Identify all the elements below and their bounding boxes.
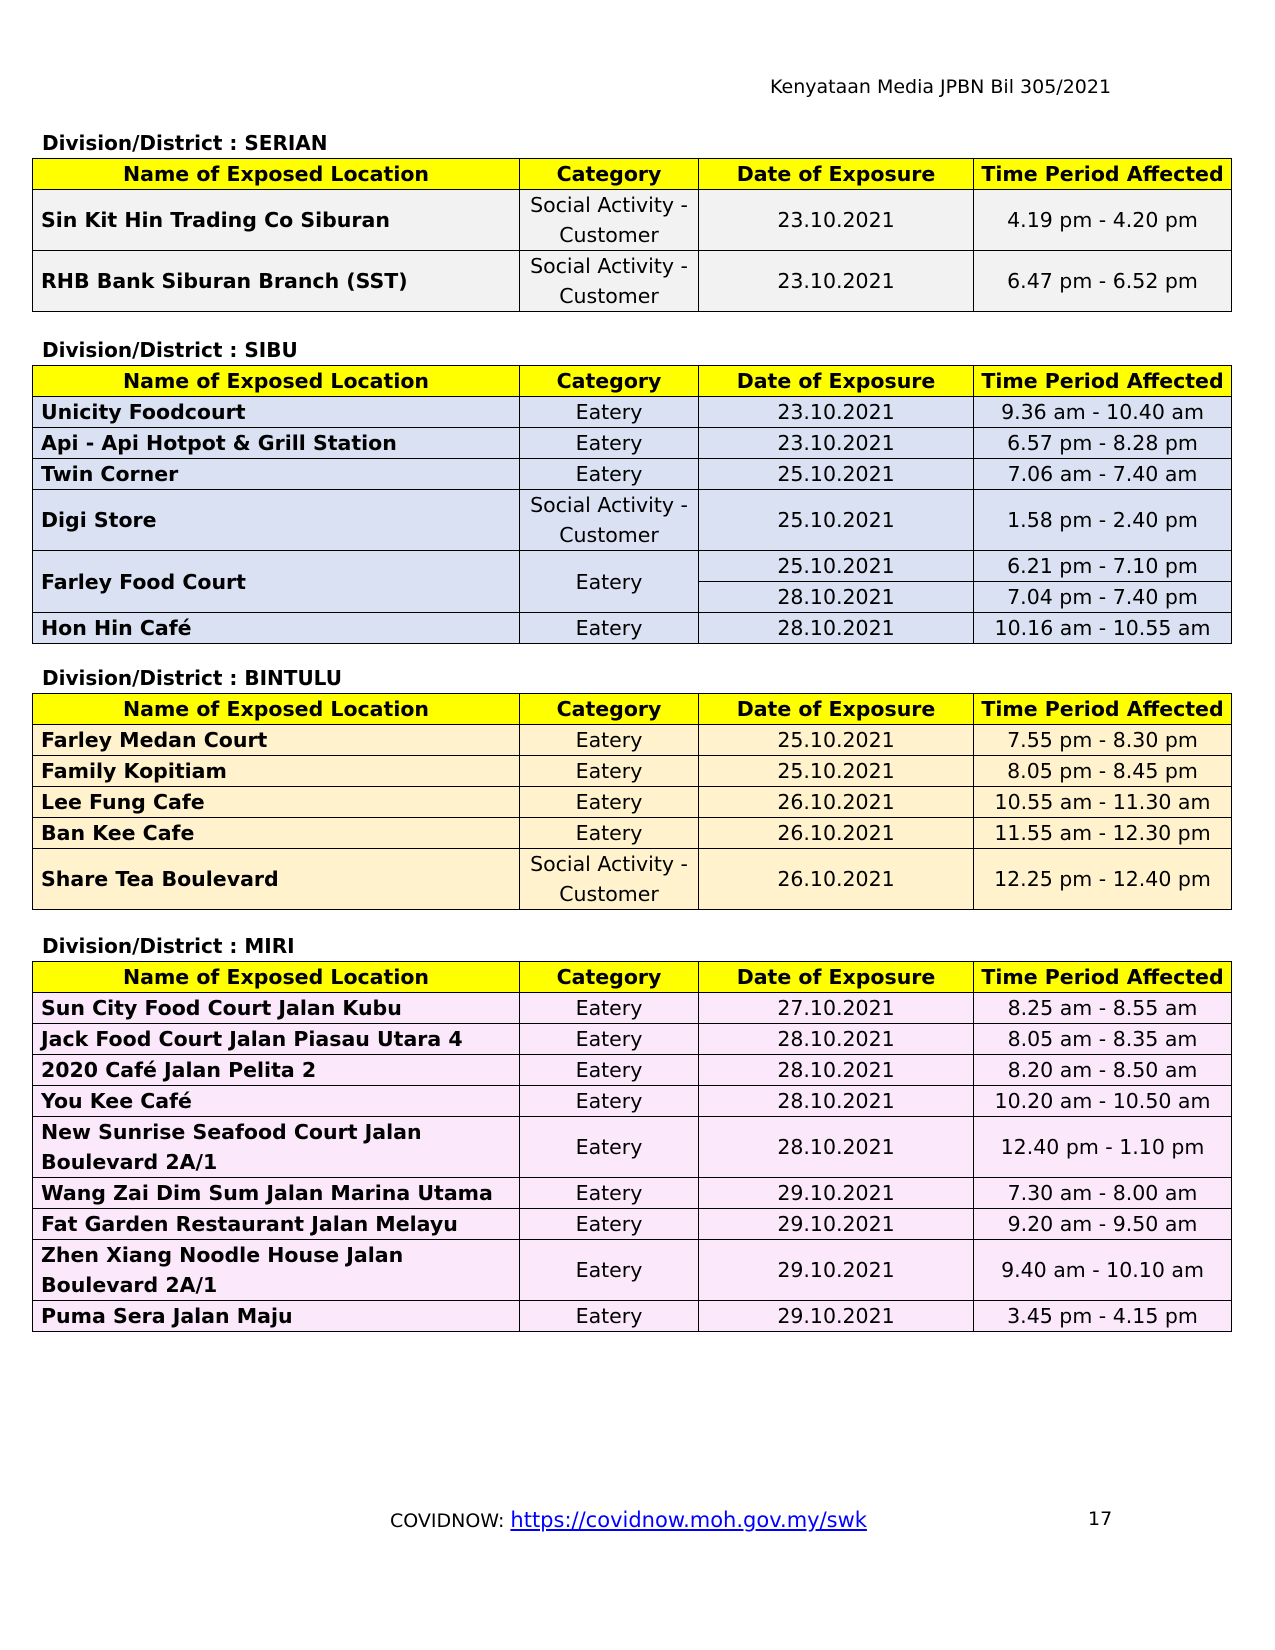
exposure-date: 25.10.2021 bbox=[699, 490, 974, 551]
location-category: Eatery bbox=[520, 993, 699, 1024]
location-category: Eatery bbox=[520, 1086, 699, 1117]
table-row bbox=[33, 613, 1232, 644]
exposure-table bbox=[32, 158, 1232, 312]
time-period: 11.55 am - 12.30 pm bbox=[974, 818, 1232, 849]
table-row bbox=[33, 459, 1232, 490]
exposure-date: 23.10.2021 bbox=[699, 428, 974, 459]
time-period: 12.40 pm - 1.10 pm bbox=[974, 1117, 1232, 1178]
table-row bbox=[33, 1086, 1232, 1117]
location-name: Farley Food Court bbox=[33, 551, 520, 613]
exposure-date: 23.10.2021 bbox=[699, 190, 974, 251]
location-category: Social Activity - Customer bbox=[520, 849, 699, 910]
time-period: 6.57 pm - 8.28 pm bbox=[974, 428, 1232, 459]
district-label: Division/District : SIBU bbox=[42, 338, 298, 362]
header-time: Time Period Affected bbox=[974, 159, 1232, 190]
location-category: Eatery bbox=[520, 1024, 699, 1055]
table-header-row bbox=[33, 159, 1232, 190]
table-row bbox=[33, 818, 1232, 849]
header-location: Name of Exposed Location bbox=[33, 366, 520, 397]
location-name: New Sunrise Seafood Court Jalan Boulevard 2A/1 bbox=[33, 1117, 520, 1178]
time-period: 7.55 pm - 8.30 pm bbox=[974, 725, 1232, 756]
table-row bbox=[33, 725, 1232, 756]
location-name: Zhen Xiang Noodle House Jalan Boulevard 2A/1 bbox=[33, 1240, 520, 1301]
location-category: Eatery bbox=[520, 1055, 699, 1086]
location-name: Twin Corner bbox=[33, 459, 520, 490]
exposure-date: 28.10.2021 bbox=[699, 1086, 974, 1117]
table-row bbox=[33, 1117, 1232, 1178]
time-period: 3.45 pm - 4.15 pm bbox=[974, 1301, 1232, 1332]
location-category: Eatery bbox=[520, 397, 699, 428]
location-name: Unicity Foodcourt bbox=[33, 397, 520, 428]
exposure-date: 26.10.2021 bbox=[699, 818, 974, 849]
location-name: Jack Food Court Jalan Piasau Utara 4 bbox=[33, 1024, 520, 1055]
exposure-date: 28.10.2021 bbox=[699, 1117, 974, 1178]
location-category: Eatery bbox=[520, 1240, 699, 1301]
location-category: Eatery bbox=[520, 459, 699, 490]
time-period: 8.05 am - 8.35 am bbox=[974, 1024, 1232, 1055]
time-period: 8.05 pm - 8.45 pm bbox=[974, 756, 1232, 787]
exposure-table bbox=[32, 365, 1232, 644]
exposure-date: 27.10.2021 bbox=[699, 993, 974, 1024]
header-time: Time Period Affected bbox=[974, 366, 1232, 397]
location-category: Eatery bbox=[520, 725, 699, 756]
exposure-date: 29.10.2021 bbox=[699, 1209, 974, 1240]
footer bbox=[390, 1508, 867, 1532]
location-category: Eatery bbox=[520, 428, 699, 459]
location-name: Api - Api Hotpot & Grill Station bbox=[33, 428, 520, 459]
table-row bbox=[33, 1240, 1232, 1301]
table-row bbox=[33, 190, 1232, 251]
table-row bbox=[33, 756, 1232, 787]
table-header-row bbox=[33, 694, 1232, 725]
exposure-date: 25.10.2021 bbox=[699, 551, 974, 582]
location-name: Lee Fung Cafe bbox=[33, 787, 520, 818]
table-row bbox=[33, 428, 1232, 459]
district-section-miri bbox=[32, 931, 1233, 1332]
header-time: Time Period Affected bbox=[974, 962, 1232, 993]
exposure-date: 29.10.2021 bbox=[699, 1240, 974, 1301]
exposure-date: 25.10.2021 bbox=[699, 459, 974, 490]
exposure-date: 23.10.2021 bbox=[699, 397, 974, 428]
location-name: Puma Sera Jalan Maju bbox=[33, 1301, 520, 1332]
location-category: Eatery bbox=[520, 613, 699, 644]
location-category: Social Activity - Customer bbox=[520, 190, 699, 251]
header-location: Name of Exposed Location bbox=[33, 694, 520, 725]
header-date: Date of Exposure bbox=[699, 159, 974, 190]
header-time: Time Period Affected bbox=[974, 694, 1232, 725]
table-row bbox=[33, 1209, 1232, 1240]
exposure-table bbox=[32, 693, 1232, 910]
district-section-serian bbox=[32, 128, 1233, 312]
exposure-date: 28.10.2021 bbox=[699, 1024, 974, 1055]
header-category: Category bbox=[520, 366, 699, 397]
time-period: 1.58 pm - 2.40 pm bbox=[974, 490, 1232, 551]
exposure-date: 23.10.2021 bbox=[699, 251, 974, 312]
table-row bbox=[33, 993, 1232, 1024]
location-name: You Kee Café bbox=[33, 1086, 520, 1117]
header-date: Date of Exposure bbox=[699, 962, 974, 993]
location-name: Wang Zai Dim Sum Jalan Marina Utama bbox=[33, 1178, 520, 1209]
exposure-date: 28.10.2021 bbox=[699, 1055, 974, 1086]
exposure-date: 25.10.2021 bbox=[699, 725, 974, 756]
table-row bbox=[33, 1301, 1232, 1332]
header-category: Category bbox=[520, 159, 699, 190]
time-period: 10.16 am - 10.55 am bbox=[974, 613, 1232, 644]
header-location: Name of Exposed Location bbox=[33, 159, 520, 190]
location-name: Fat Garden Restaurant Jalan Melayu bbox=[33, 1209, 520, 1240]
location-category: Social Activity - Customer bbox=[520, 490, 699, 551]
table-row bbox=[33, 787, 1232, 818]
district-label: Division/District : MIRI bbox=[42, 934, 295, 958]
page-number: 17 bbox=[1088, 1508, 1113, 1530]
location-name: RHB Bank Siburan Branch (SST) bbox=[33, 251, 520, 312]
location-name: Sun City Food Court Jalan Kubu bbox=[33, 993, 520, 1024]
time-period: 10.55 am - 11.30 am bbox=[974, 787, 1232, 818]
time-period: 6.21 pm - 7.10 pm bbox=[974, 551, 1232, 582]
location-name: Ban Kee Cafe bbox=[33, 818, 520, 849]
location-name: Farley Medan Court bbox=[33, 725, 520, 756]
location-name: 2020 Café Jalan Pelita 2 bbox=[33, 1055, 520, 1086]
location-category: Eatery bbox=[520, 1301, 699, 1332]
time-period: 10.20 am - 10.50 am bbox=[974, 1086, 1232, 1117]
location-category: Eatery bbox=[520, 787, 699, 818]
location-category: Eatery bbox=[520, 1117, 699, 1178]
table-row bbox=[33, 849, 1232, 910]
location-name: Hon Hin Café bbox=[33, 613, 520, 644]
table-row bbox=[33, 551, 1232, 582]
header-category: Category bbox=[520, 694, 699, 725]
location-category: Eatery bbox=[520, 551, 699, 613]
table-row bbox=[33, 1024, 1232, 1055]
footer-label: COVIDNOW: bbox=[390, 1510, 511, 1532]
time-period: 8.25 am - 8.55 am bbox=[974, 993, 1232, 1024]
time-period: 7.30 am - 8.00 am bbox=[974, 1178, 1232, 1209]
table-row bbox=[33, 490, 1232, 551]
district-label: Division/District : BINTULU bbox=[42, 666, 342, 690]
exposure-date: 28.10.2021 bbox=[699, 582, 974, 613]
location-category: Eatery bbox=[520, 756, 699, 787]
table-row bbox=[33, 1178, 1232, 1209]
district-section-bintulu bbox=[32, 663, 1233, 910]
time-period: 6.47 pm - 6.52 pm bbox=[974, 251, 1232, 312]
header-location: Name of Exposed Location bbox=[33, 962, 520, 993]
time-period: 9.20 am - 9.50 am bbox=[974, 1209, 1232, 1240]
table-row bbox=[33, 1055, 1232, 1086]
time-period: 9.36 am - 10.40 am bbox=[974, 397, 1232, 428]
district-section-sibu bbox=[32, 335, 1233, 644]
header-date: Date of Exposure bbox=[699, 694, 974, 725]
location-category: Social Activity - Customer bbox=[520, 251, 699, 312]
time-period: 9.40 am - 10.10 am bbox=[974, 1240, 1232, 1301]
time-period: 7.04 pm - 7.40 pm bbox=[974, 582, 1232, 613]
location-name: Family Kopitiam bbox=[33, 756, 520, 787]
location-name: Share Tea Boulevard bbox=[33, 849, 520, 910]
exposure-date: 26.10.2021 bbox=[699, 849, 974, 910]
time-period: 4.19 pm - 4.20 pm bbox=[974, 190, 1232, 251]
exposure-date: 26.10.2021 bbox=[699, 787, 974, 818]
exposure-date: 29.10.2021 bbox=[699, 1178, 974, 1209]
table-header-row bbox=[33, 962, 1232, 993]
exposure-table bbox=[32, 961, 1232, 1332]
header-date: Date of Exposure bbox=[699, 366, 974, 397]
district-label: Division/District : SERIAN bbox=[42, 131, 328, 155]
table-row bbox=[33, 251, 1232, 312]
location-name: Digi Store bbox=[33, 490, 520, 551]
exposure-date: 25.10.2021 bbox=[699, 756, 974, 787]
location-name: Sin Kit Hin Trading Co Siburan bbox=[33, 190, 520, 251]
document-reference: Kenyataan Media JPBN Bil 305/2021 bbox=[770, 76, 1112, 98]
exposure-date: 28.10.2021 bbox=[699, 613, 974, 644]
time-period: 7.06 am - 7.40 am bbox=[974, 459, 1232, 490]
exposure-date: 29.10.2021 bbox=[699, 1301, 974, 1332]
table-row bbox=[33, 397, 1232, 428]
location-category: Eatery bbox=[520, 818, 699, 849]
location-category: Eatery bbox=[520, 1209, 699, 1240]
location-category: Eatery bbox=[520, 1178, 699, 1209]
time-period: 12.25 pm - 12.40 pm bbox=[974, 849, 1232, 910]
header-category: Category bbox=[520, 962, 699, 993]
table-header-row bbox=[33, 366, 1232, 397]
time-period: 8.20 am - 8.50 am bbox=[974, 1055, 1232, 1086]
covidnow-link[interactable]: https://covidnow.moh.gov.my/swk bbox=[510, 1508, 867, 1532]
